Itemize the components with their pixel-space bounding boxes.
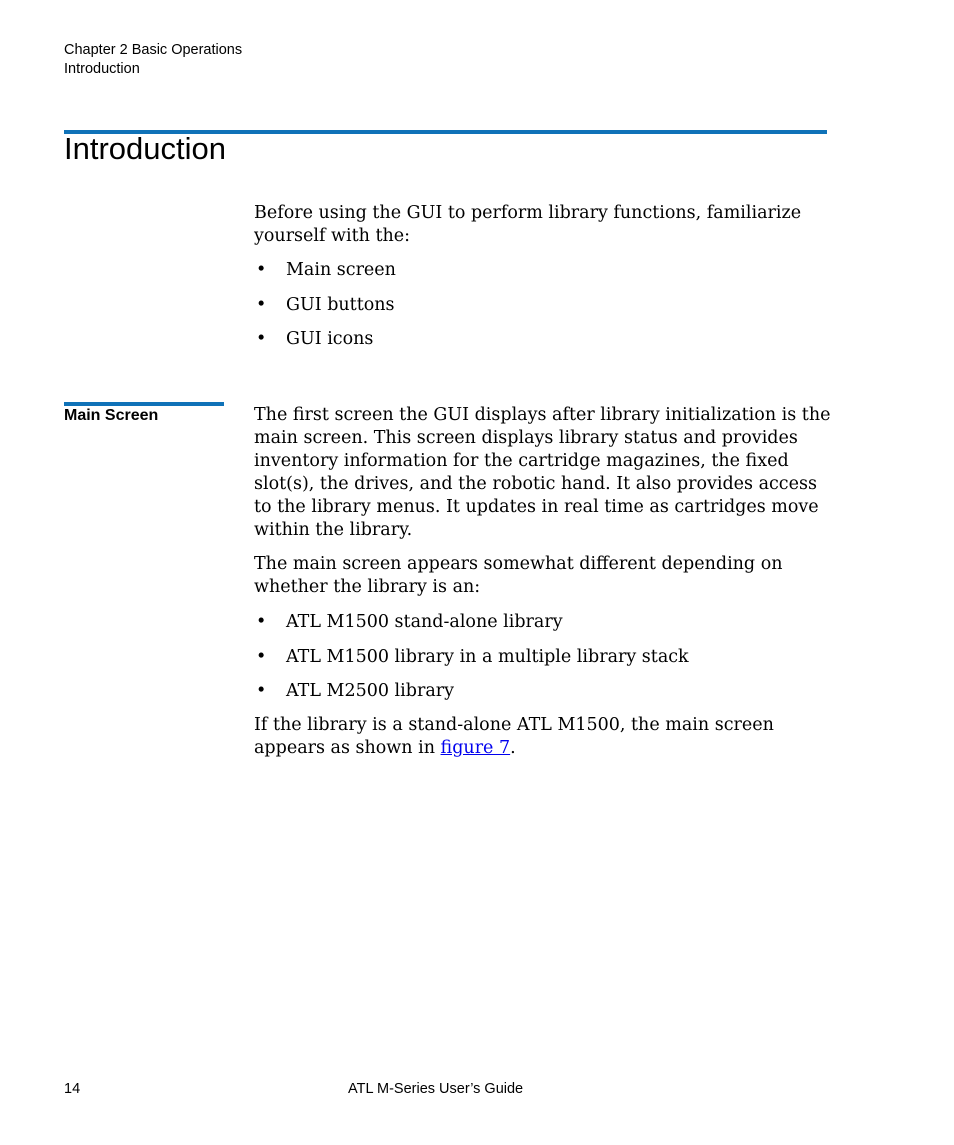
list-item xyxy=(254,259,834,294)
list-item xyxy=(254,646,834,681)
intro-list xyxy=(254,259,834,363)
bullet-icon: • xyxy=(256,260,267,280)
side-heading-rule xyxy=(64,402,224,406)
list-item-text: GUI icons xyxy=(286,329,374,349)
main-screen-paragraph-1 xyxy=(254,404,834,542)
list-item xyxy=(254,611,834,646)
main-screen-paragraph-1-text: The first screen the GUI displays after library initialization is the main screen. This screen displays library status and provides inventory information for the cartridge magazines, the fixed slot(s), the drives, and the robotic hand. It also provides access to the library menus. It updates in real time as cartridges move within the library. xyxy=(254,405,831,540)
footer-page-number: 14 xyxy=(64,1081,81,1097)
running-header xyxy=(64,41,242,79)
library-type-list xyxy=(254,611,834,715)
main-screen-paragraph-3 xyxy=(254,714,834,760)
intro-paragraph xyxy=(254,202,834,248)
main-screen-paragraph-2 xyxy=(254,553,834,599)
paragraph-3-lead-text: If the library is a stand-alone ATL M1500, the main screen appears as shown in xyxy=(254,715,774,758)
header-chapter: Chapter 2 Basic Operations xyxy=(64,42,243,58)
bullet-icon: • xyxy=(256,294,267,315)
bullet-icon: • xyxy=(256,646,267,667)
side-heading-main-screen: Main Screen xyxy=(64,407,159,424)
list-item-text: GUI buttons xyxy=(286,294,395,315)
intro-paragraph-text: Before using the GUI to perform library functions, familiarize yourself with the: xyxy=(254,203,802,246)
footer-doc-title: ATL M-Series User’s Guide xyxy=(348,1081,524,1097)
list-item-text: ATL M2500 library xyxy=(286,681,455,701)
list-item-text: Main screen xyxy=(286,260,396,280)
list-item xyxy=(254,294,834,329)
paragraph-3-end-text: . xyxy=(510,738,516,758)
bullet-icon: • xyxy=(256,681,267,701)
bullet-icon: • xyxy=(256,329,267,349)
main-screen-paragraph-3-text xyxy=(254,714,834,760)
figure-7-link[interactable]: figure 7 xyxy=(440,738,511,758)
list-item-text: ATL M1500 library in a multiple library stack xyxy=(286,646,689,667)
page-title: Introduction xyxy=(64,131,226,166)
list-item xyxy=(254,680,834,715)
list-item-text: ATL M1500 stand-alone library xyxy=(286,612,563,632)
bullet-icon: • xyxy=(256,612,267,632)
list-item xyxy=(254,328,834,363)
header-section: Introduction xyxy=(64,61,140,77)
main-screen-paragraph-2-text: The main screen appears somewhat different depending on whether the library is an: xyxy=(254,554,783,597)
